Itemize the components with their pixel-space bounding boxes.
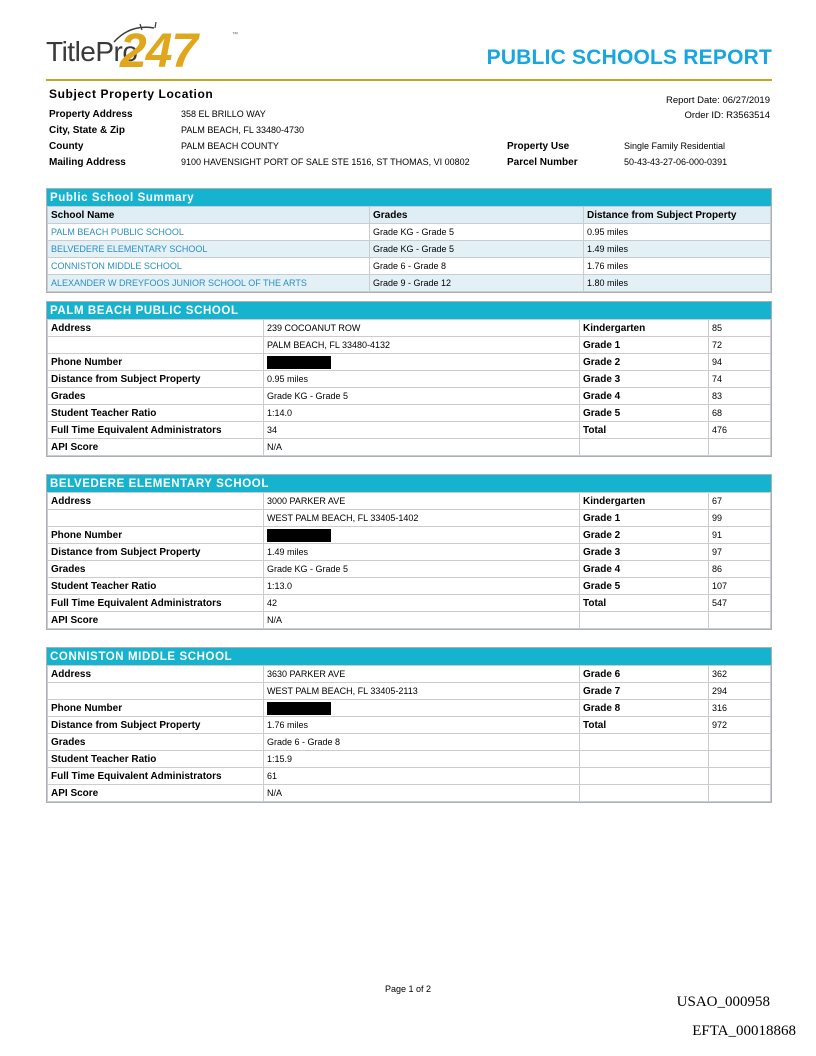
enrollment-value: 72 (709, 337, 771, 354)
enrollment-value: 362 (709, 666, 771, 683)
city-state-zip-value: PALM BEACH, FL 33480-4730 (181, 125, 305, 135)
order-id: Order ID: R3563514 (684, 110, 770, 121)
enrollment-label: Kindergarten (580, 320, 709, 337)
school-link[interactable]: ALEXANDER W DREYFOOS JUNIOR SCHOOL OF THE ARTS (48, 275, 370, 292)
detail-row (48, 439, 771, 456)
detail-row (48, 612, 771, 629)
phone-value (264, 354, 580, 371)
grades-label: Grades (48, 561, 264, 578)
api-label: API Score (48, 785, 264, 802)
summary-cell: 0.95 miles (584, 224, 771, 241)
grades-value: Grade 6 - Grade 8 (264, 734, 580, 751)
school-detail-table (47, 492, 771, 629)
logo-trademark: ™ (232, 32, 238, 38)
api-value: N/A (264, 439, 580, 456)
enrollment-value: 294 (709, 683, 771, 700)
summary-header-cell: Grades (370, 207, 584, 224)
address-label: Address (48, 666, 264, 683)
distance-value: 1.49 miles (264, 544, 580, 561)
grades-value: Grade KG - Grade 5 (264, 561, 580, 578)
detail-row (48, 666, 771, 683)
summary-row (48, 241, 771, 258)
header-divider (46, 79, 772, 81)
page-number: Page 1 of 2 (384, 984, 432, 994)
detail-row (48, 493, 771, 510)
mailing-address-value: 9100 HAVENSIGHT PORT OF SALE STE 1516, ST THOMAS, VI 00802 (181, 157, 470, 167)
detail-row (48, 527, 771, 544)
detail-row (48, 337, 771, 354)
fte-value: 61 (264, 768, 580, 785)
enrollment-value: 83 (709, 388, 771, 405)
report-meta (666, 93, 770, 123)
parcel-number-value: 50-43-43-27-06-000-0391 (624, 157, 728, 167)
enrollment-label: Grade 1 (580, 510, 709, 527)
enrollment-value: 316 (709, 700, 771, 717)
api-value: N/A (264, 612, 580, 629)
logo-text-titlepro: TitlePro (46, 36, 138, 67)
distance-label: Distance from Subject Property (48, 544, 264, 561)
redaction-box (267, 702, 331, 715)
report-date: Report Date: 06/27/2019 (665, 95, 770, 106)
enrollment-value: 972 (709, 717, 771, 734)
address-line-2: WEST PALM BEACH, FL 33405-1402 (264, 510, 580, 527)
summary-cell: 1.49 miles (584, 241, 771, 258)
enrollment-label: Kindergarten (580, 493, 709, 510)
ratio-label: Student Teacher Ratio (48, 405, 264, 422)
county-label: County (49, 141, 84, 152)
api-label: API Score (48, 439, 264, 456)
detail-row (48, 595, 771, 612)
fte-label: Full Time Equivalent Administrators (48, 422, 264, 439)
enrollment-label: Grade 7 (580, 683, 709, 700)
summary-header-cell: Distance from Subject Property (584, 207, 771, 224)
county-value: PALM BEACH COUNTY (181, 141, 279, 151)
address-label: Address (48, 493, 264, 510)
parcel-number-label: Parcel Number (507, 157, 578, 168)
distance-label: Distance from Subject Property (48, 371, 264, 388)
enrollment-value: 74 (709, 371, 771, 388)
report-title: PUBLIC SCHOOLS REPORT (486, 46, 772, 69)
api-label: API Score (48, 612, 264, 629)
school-detail-section (46, 647, 772, 803)
property-address-label: Property Address (49, 109, 133, 120)
enrollment-value: 67 (709, 493, 771, 510)
detail-row (48, 751, 771, 768)
phone-value (264, 527, 580, 544)
bates-stamp-efta: EFTA_00018868 (692, 1023, 796, 1039)
grades-label: Grades (48, 388, 264, 405)
enrollment-label: Grade 4 (580, 561, 709, 578)
summary-cell: Grade 6 - Grade 8 (370, 258, 584, 275)
phone-label: Phone Number (48, 700, 264, 717)
enrollment-label: Grade 3 (580, 371, 709, 388)
fte-label: Full Time Equivalent Administrators (48, 595, 264, 612)
school-detail-section (46, 474, 772, 630)
school-detail-table (47, 319, 771, 456)
fte-label: Full Time Equivalent Administrators (48, 768, 264, 785)
detail-row (48, 544, 771, 561)
summary-cell: Grade 9 - Grade 12 (370, 275, 584, 292)
enrollment-label: Grade 3 (580, 544, 709, 561)
summary-cell: Grade KG - Grade 5 (370, 241, 584, 258)
summary-row (48, 224, 771, 241)
enrollment-label: Grade 1 (580, 337, 709, 354)
enrollment-label: Total (580, 422, 709, 439)
school-detail-title: PALM BEACH PUBLIC SCHOOL (47, 302, 771, 319)
detail-row (48, 320, 771, 337)
distance-label: Distance from Subject Property (48, 717, 264, 734)
enrollment-label: Grade 5 (580, 578, 709, 595)
detail-row (48, 405, 771, 422)
school-link[interactable]: BELVEDERE ELEMENTARY SCHOOL (48, 241, 370, 258)
property-address-value: 358 EL BRILLO WAY (181, 109, 266, 119)
enrollment-value: 86 (709, 561, 771, 578)
enrollment-label: Grade 2 (580, 354, 709, 371)
ratio-value: 1:15.9 (264, 751, 580, 768)
school-detail-title: CONNISTON MIDDLE SCHOOL (47, 648, 771, 665)
school-summary-title: Public School Summary (47, 189, 771, 206)
fte-value: 42 (264, 595, 580, 612)
enrollment-value: 476 (709, 422, 771, 439)
address-line-1: 239 COCOANUT ROW (264, 320, 580, 337)
titlepro-logo (46, 22, 246, 78)
address-line-1: 3000 PARKER AVE (264, 493, 580, 510)
enrollment-label: Total (580, 595, 709, 612)
detail-row (48, 510, 771, 527)
mailing-address-label: Mailing Address (49, 157, 126, 168)
fte-value: 34 (264, 422, 580, 439)
school-detail-title: BELVEDERE ELEMENTARY SCHOOL (47, 475, 771, 492)
detail-row (48, 683, 771, 700)
summary-row (48, 275, 771, 292)
detail-row (48, 354, 771, 371)
summary-header-row (48, 207, 771, 224)
detail-row (48, 734, 771, 751)
enrollment-label: Grade 4 (580, 388, 709, 405)
enrollment-value: 91 (709, 527, 771, 544)
enrollment-label: Total (580, 717, 709, 734)
address-line-1: 3630 PARKER AVE (264, 666, 580, 683)
address-label: Address (48, 320, 264, 337)
school-detail-table (47, 665, 771, 802)
enrollment-value: 94 (709, 354, 771, 371)
enrollment-value: 547 (709, 595, 771, 612)
ratio-label: Student Teacher Ratio (48, 751, 264, 768)
logo-text-247: 247 (120, 25, 198, 78)
enrollment-value: 85 (709, 320, 771, 337)
enrollment-label: Grade 8 (580, 700, 709, 717)
detail-row (48, 371, 771, 388)
ratio-value: 1:13.0 (264, 578, 580, 595)
summary-cell: 1.80 miles (584, 275, 771, 292)
enrollment-label: Grade 2 (580, 527, 709, 544)
school-link[interactable]: PALM BEACH PUBLIC SCHOOL (48, 224, 370, 241)
bates-stamp-usao: USAO_000958 (676, 994, 770, 1010)
detail-row (48, 785, 771, 802)
summary-header-cell: School Name (48, 207, 370, 224)
address-line-2: WEST PALM BEACH, FL 33405-2113 (264, 683, 580, 700)
city-state-zip-label: City, State & Zip (49, 125, 125, 136)
detail-row (48, 768, 771, 785)
enrollment-label: Grade 6 (580, 666, 709, 683)
enrollment-value: 97 (709, 544, 771, 561)
summary-row (48, 258, 771, 275)
property-use-value: Single Family Residential (624, 141, 726, 151)
enrollment-value: 68 (709, 405, 771, 422)
grades-label: Grades (48, 734, 264, 751)
phone-label: Phone Number (48, 354, 264, 371)
school-summary-section (46, 188, 772, 293)
detail-row (48, 578, 771, 595)
school-link[interactable]: CONNISTON MIDDLE SCHOOL (48, 258, 370, 275)
phone-label: Phone Number (48, 527, 264, 544)
ratio-label: Student Teacher Ratio (48, 578, 264, 595)
summary-cell: Grade KG - Grade 5 (370, 224, 584, 241)
subject-title: Subject Property Location (49, 87, 214, 101)
detail-row (48, 717, 771, 734)
ratio-value: 1:14.0 (264, 405, 580, 422)
distance-value: 1.76 miles (264, 717, 580, 734)
address-line-2: PALM BEACH, FL 33480-4132 (264, 337, 580, 354)
school-summary-table (47, 206, 771, 292)
api-value: N/A (264, 785, 580, 802)
enrollment-value: 99 (709, 510, 771, 527)
detail-row (48, 561, 771, 578)
redaction-box (267, 356, 331, 369)
enrollment-value: 107 (709, 578, 771, 595)
phone-value (264, 700, 580, 717)
detail-row (48, 388, 771, 405)
grades-value: Grade KG - Grade 5 (264, 388, 580, 405)
summary-cell: 1.76 miles (584, 258, 771, 275)
detail-row (48, 422, 771, 439)
detail-row (48, 700, 771, 717)
redaction-box (267, 529, 331, 542)
property-use-label: Property Use (507, 141, 570, 152)
enrollment-label: Grade 5 (580, 405, 709, 422)
school-detail-section (46, 301, 772, 457)
distance-value: 0.95 miles (264, 371, 580, 388)
